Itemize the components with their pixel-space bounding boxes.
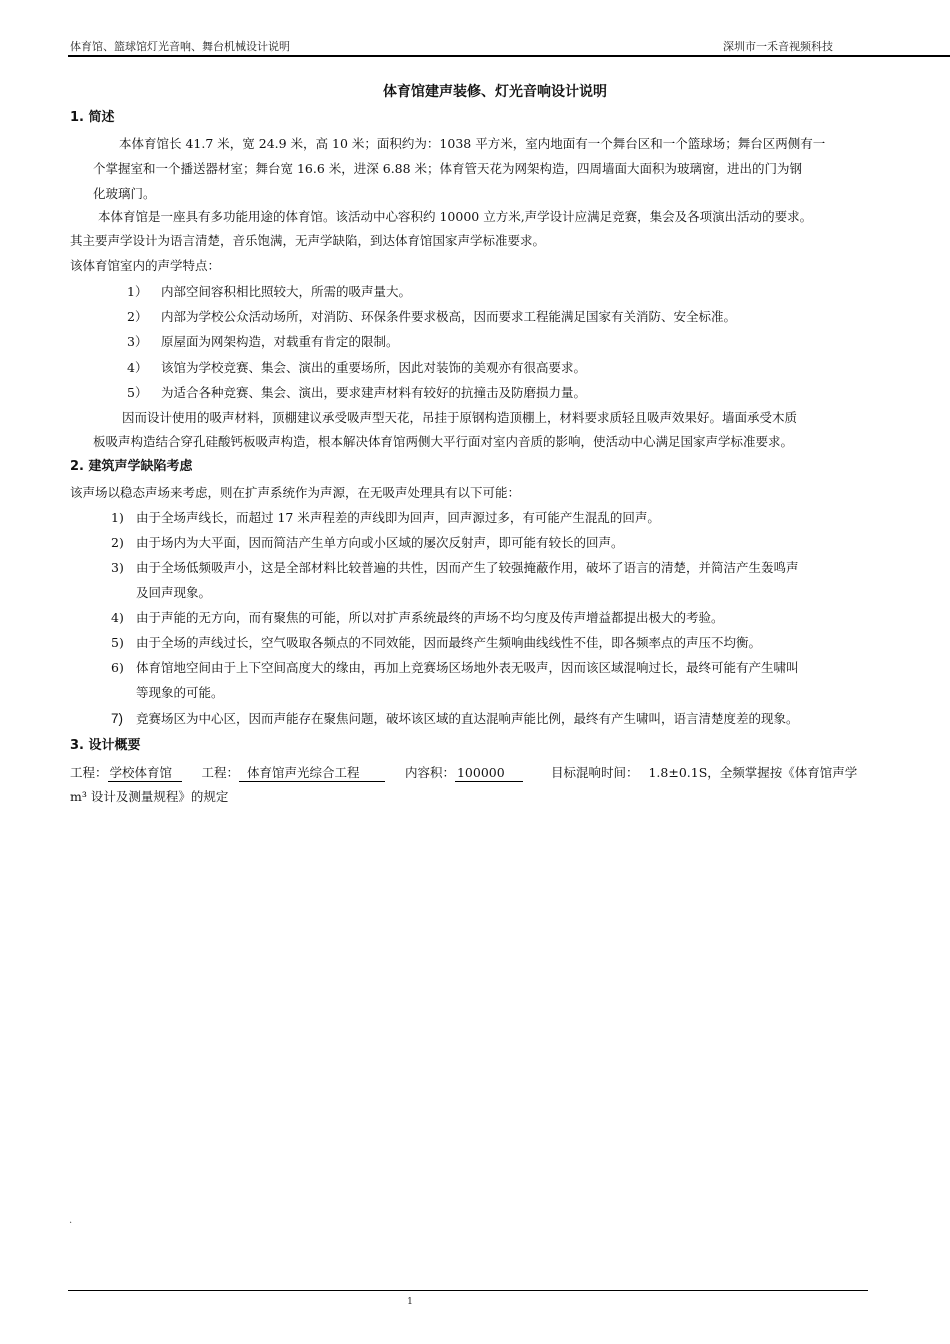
defect-number: 2)	[111, 535, 124, 550]
defect-item	[111, 610, 724, 626]
reverb-time-value: 1.8±0.1S，全频掌握按《体育馆声学	[648, 765, 858, 780]
project-name-label: 工程：	[201, 765, 239, 780]
volume-value: 100000	[455, 765, 523, 782]
section-1-paragraph-1-line-2: 个掌握室和一个播送器材室；舞台宽 16.6 米，进深 6.88 米；体育管天花为网架构造，四周墙面大面积为玻璃窗，进出的门为钢	[93, 161, 803, 176]
feature-item	[127, 334, 399, 350]
feature-item	[127, 284, 411, 300]
design-summary-row	[70, 765, 857, 782]
header-company-name: 深圳市一禾音视频科技	[723, 40, 833, 53]
page-title: 体育馆建声装修、灯光音响设计说明	[383, 84, 607, 100]
defect-number: 3)	[111, 560, 124, 575]
header-divider	[68, 55, 950, 57]
project-name-value: 体育馆声光综合工程	[239, 765, 385, 782]
header-document-title: 体育馆、篮球馆灯光音响、舞台机械设计说明	[70, 40, 290, 53]
defect-number: 7)	[111, 711, 124, 726]
defect-number: 6)	[111, 660, 124, 675]
section-1-paragraph-2-line-2: 其主要声学设计为语言清楚，音乐饱满，无声学缺陷，到达体育馆国家声学标准要求。	[70, 233, 546, 248]
defect-item	[111, 660, 799, 676]
defect-item	[111, 510, 660, 526]
feature-text: 该馆为学校竞赛、集会、演出的重要场所，因此对装饰的美观亦有很高要求。	[161, 360, 587, 375]
defect-text-continued: 等现象的可能。	[136, 685, 224, 700]
defect-number: 1)	[111, 510, 124, 525]
section-1-heading: 1. 简述	[70, 110, 115, 125]
defect-text-continued: 及回声现象。	[136, 585, 212, 600]
defect-text: 由于场内为大平面，因而简洁产生单方向或小区域的屡次反射声，即可能有较长的回声。	[136, 535, 624, 550]
section-1-paragraph-2-line-1: 本体育馆是一座具有多功能用途的体育馆。该活动中心容积约 10000 立方米,声学设计应满足竞赛，集会及各项演出活动的要求。	[98, 209, 813, 224]
defect-item	[111, 560, 799, 576]
defect-text: 竞赛场区为中心区，因而声能存在聚焦问题，破坏该区域的直达混响声能比例，最终有产生啸叫，语言清楚度差的现象。	[136, 711, 799, 726]
feature-number: 3）	[127, 334, 148, 349]
feature-number: 5）	[127, 385, 148, 400]
volume-label: 内容积：	[404, 765, 455, 780]
feature-text: 原屋面为网架构造，对载重有肯定的限制。	[161, 334, 399, 349]
reverb-time-label: 目标混响时间：	[550, 765, 639, 780]
defect-text: 体育馆地空间由于上下空间高度大的缘由，再加上竞赛场区场地外表无吸声，因而该区域混响过长，最终可能有产生啸叫	[136, 660, 799, 675]
feature-text: 内部空间容积相比照较大，所需的吸声量大。	[161, 284, 412, 299]
section-1-paragraph-1-line-3: 化玻璃门。	[93, 186, 156, 201]
feature-item	[127, 385, 586, 401]
page-number: 1	[407, 1297, 413, 1307]
footer-divider	[68, 1290, 868, 1291]
defect-number: 4)	[111, 610, 124, 625]
defect-item	[111, 711, 799, 727]
feature-item	[127, 360, 586, 376]
defect-item	[111, 535, 624, 551]
section-1-paragraph-1-line-1: 本体育馆长 41.7 米，宽 24.9 米，高 10 米；面积约为：1038 平方米，室内地面有一个舞台区和一个篮球场；舞台区两侧有一	[119, 136, 826, 151]
feature-number: 2）	[127, 309, 148, 324]
feature-number: 1）	[127, 284, 148, 299]
project-value: 学校体育馆	[108, 765, 182, 782]
section-3-heading: 3. 设计概要	[70, 738, 141, 753]
defect-text: 由于声能的无方向，而有聚焦的可能，所以对扩声系统最终的声场不均匀度及传声增益都提出极大的考验。	[136, 610, 724, 625]
defect-text: 由于全场声线长，而超过 17 米声程差的声线即为回声，回声源过多，有可能产生混乱的回声。	[136, 510, 660, 525]
defect-number: 5)	[111, 635, 124, 650]
defect-item	[111, 635, 761, 651]
defect-text: 由于全场低频吸声小，这是全部材料比较普遍的共性，因而产生了较强掩蔽作用，破坏了语言的清楚，并简洁产生轰鸣声	[136, 560, 799, 575]
features-intro: 该体育馆室内的声学特点：	[70, 258, 221, 273]
defect-text: 由于全场的声线过长，空气吸取各频点的不同效能，因而最终产生频响曲线线性不佳，即各频率点的声压不均衡。	[136, 635, 762, 650]
feature-text: 内部为学校公众活动场所，对消防、环保条件要求极高，因而要求工程能满足国家有关消防、安全标准。	[161, 309, 737, 324]
project-label: 工程：	[70, 765, 108, 780]
stray-dot: .	[69, 1215, 73, 1226]
design-summary-line-2: m³ 设计及测量规程》的规定	[70, 789, 229, 804]
section-1-paragraph-3-line-1: 因而设计使用的吸声材料，顶棚建议承受吸声型天花，吊挂于原钢构造顶棚上，材料要求质轻且吸声效果好。墙面承受木质	[122, 410, 798, 425]
section-2-heading: 2. 建筑声学缺陷考虑	[70, 459, 193, 474]
feature-number: 4）	[127, 360, 148, 375]
section-1-paragraph-3-line-2: 板吸声构造结合穿孔硅酸钙板吸声构造，根本解决体育馆两侧大平行面对室内音质的影响，使活动中心满足国家声学标准要求。	[93, 434, 794, 449]
feature-text: 为适合各种竞赛、集会、演出，要求建声材料有较好的抗撞击及防磨损力量。	[161, 385, 587, 400]
feature-item	[127, 309, 736, 325]
section-2-intro: 该声场以稳态声场来考虑，则在扩声系统作为声源，在无吸声处理具有以下可能：	[70, 485, 521, 500]
